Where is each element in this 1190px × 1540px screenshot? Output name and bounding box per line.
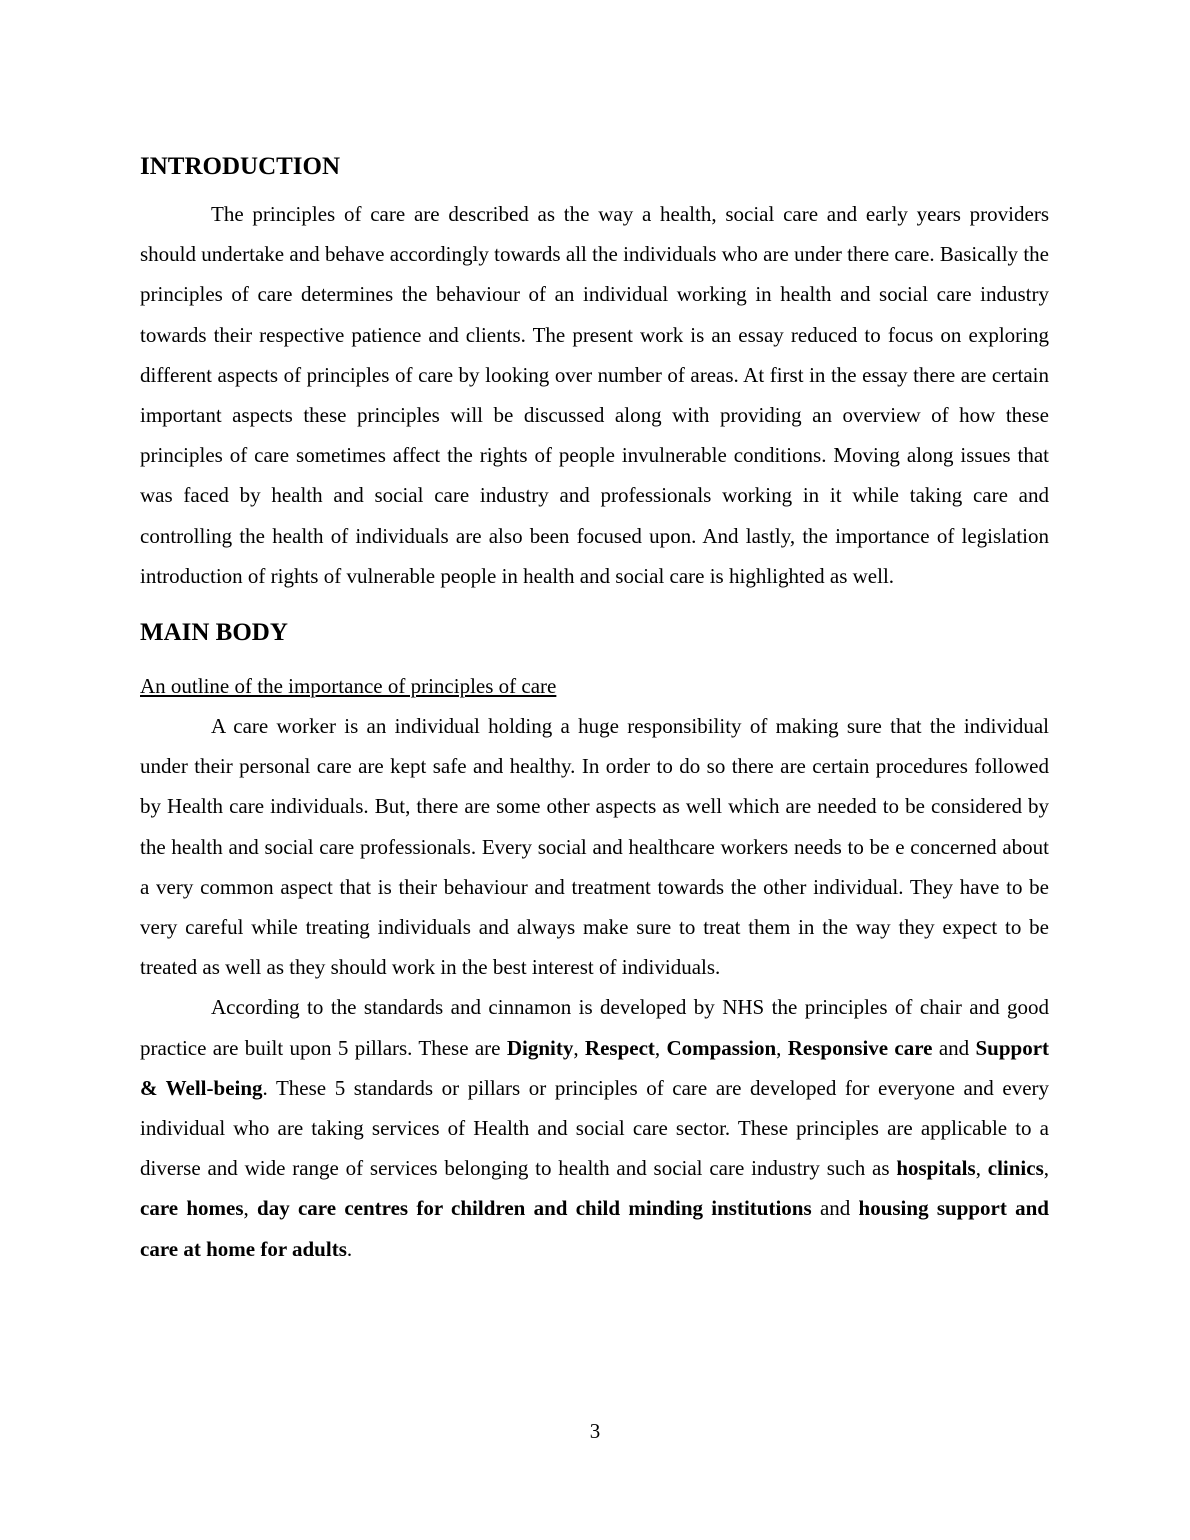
pillar-support-wellbeing: Support & Well-being [140, 1035, 1050, 1100]
pillars-text-8: , [1043, 1156, 1050, 1181]
pillars-text-11: . [346, 1236, 353, 1261]
service-care-homes: care homes [140, 1196, 244, 1221]
principles-outline-subheading: An outline of the importance of principles of care [140, 674, 557, 699]
pillars-text-7: , [975, 1156, 988, 1181]
pillars-text-10: and [811, 1196, 859, 1221]
pillar-dignity: Dignity [506, 1035, 574, 1060]
document-page [140, 150, 1049, 1269]
service-clinics: clinics [987, 1156, 1044, 1181]
nhs-pillars-paragraph [140, 987, 1049, 1268]
service-day-care-centres: day care centres for children and child minding institutions [257, 1196, 812, 1221]
pillar-compassion: Compassion [666, 1035, 777, 1060]
introduction-heading: INTRODUCTION [140, 153, 341, 180]
service-hospitals: hospitals [896, 1156, 976, 1181]
pillars-text-1: According to the standards and cinnamon is developed by NHS the principles of chair and good practice are built upon 5 pillars. These are [140, 995, 1049, 1060]
pillars-text-2: , [573, 1035, 585, 1060]
introduction-paragraph: The principles of care are described as the way a health, social care and early years providers should undertake and behave accordingly towards all the individuals who are under there care. Basically the principles of care determines the behaviour of an individual working in health and social care industry towards their respective patience and clients. The present work is an essay reduced to focus on exploring different aspects of principles of care by looking over number of areas. At first in the essay there are certain important aspects these principles will be discussed along with providing an overview of how these principles of care sometimes affect the rights of people invulnerable conditions. Moving along issues that was faced by health and social care industry and professionals working in it while taking care and controlling the health of individuals are also been focused upon. And lastly, the importance of legislation introduction of rights of vulnerable people in health and social care is highlighted as well. [140, 202, 1049, 588]
main-body-heading: MAIN BODY [140, 619, 288, 647]
pillars-text-3: , [654, 1035, 667, 1060]
care-worker-paragraph: A care worker is an individual holding a huge responsibility of making sure that the individual under their personal care are kept safe and healthy. In order to do so there are certain procedures followed by Health care individuals. But, there are some other aspects as well which are needed to be considered by the health and social care professionals. Every social and healthcare workers needs to be e concerned about a very common aspect that is their behaviour and treatment towards the other individual. They have to be very careful while treating individuals and always make sure to treat them in the way they expect to be treated as well as they should work in the best interest of individuals. [140, 714, 1049, 980]
pillar-responsive-care: Responsive care [787, 1035, 933, 1060]
page-number: 3 [589, 1419, 601, 1443]
pillars-text-6: . These 5 standards or pillars or principles of care are developed for everyone and every individual who are taking services of Health and social care sector. These principles are applicable to a diverse and wide range of services belonging to health and social care industry such as [140, 1075, 1050, 1181]
pillars-text-5: and [932, 1035, 976, 1060]
service-housing-support: housing support and care at home for adults [140, 1196, 1049, 1261]
pillars-text-9: , [243, 1196, 258, 1221]
pillars-text-4: , [776, 1035, 788, 1060]
pillar-respect: Respect [584, 1035, 655, 1060]
